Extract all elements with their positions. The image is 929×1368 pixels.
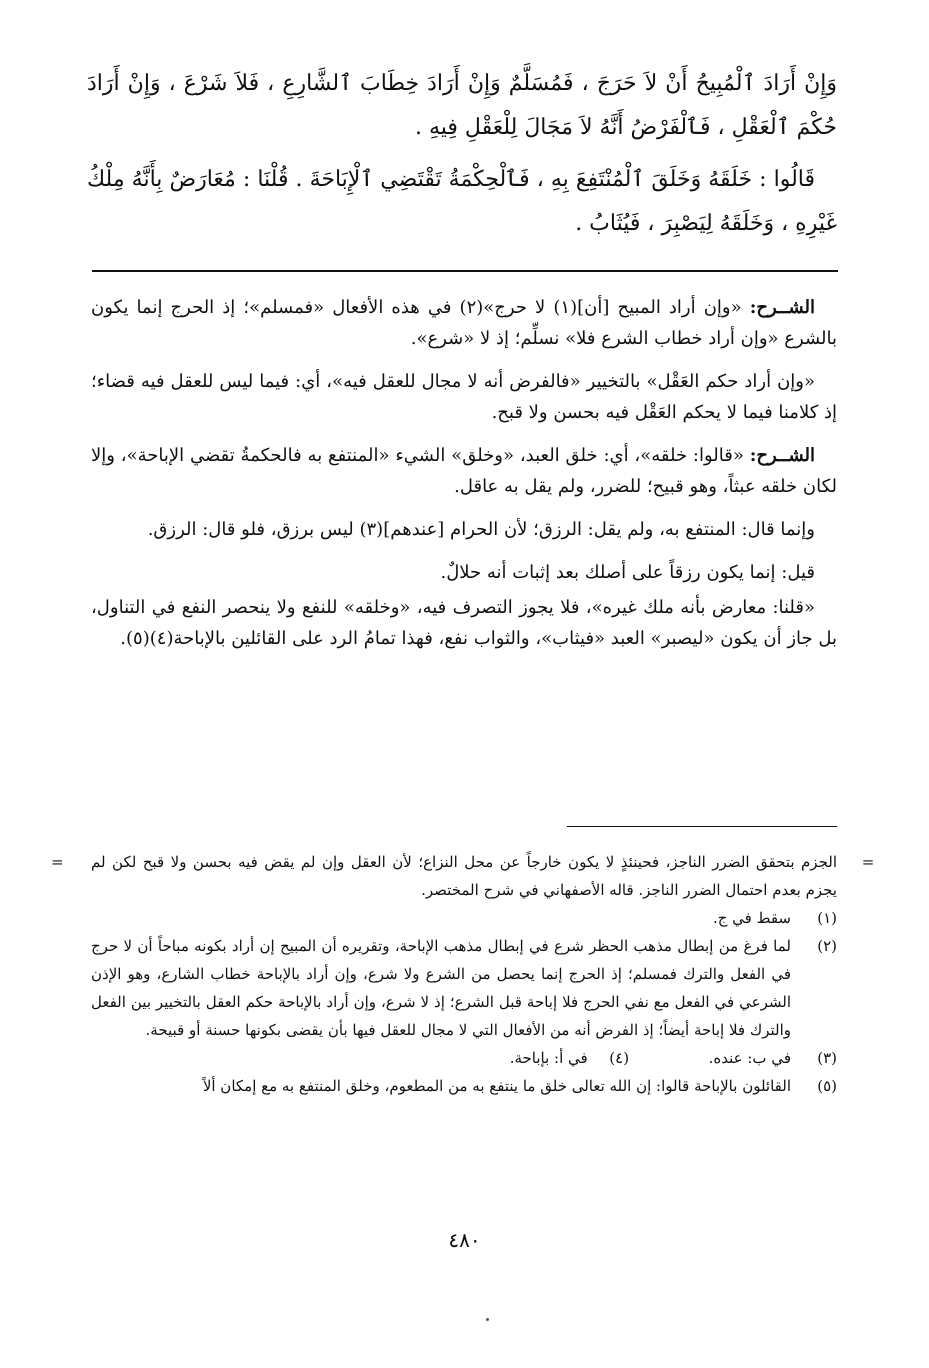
footnote-number: (٣) [817, 1049, 837, 1067]
main-text-paragraph: وَإِنْ أَرَادَ ٱلْمُبِيحُ أَنْ لاَ حَرَجَ ، فَمُسَلَّمٌ وَإِنْ أَرَادَ خِطَابَ ٱلشَّارِعِ ، فَلاَ شَرْعَ ، وَإِنْ أَرَادَ حُكْمَ ٱلْعَقْلِ ، فَٱلْفَرْضُ أَنَّهُ لاَ مَجَالَ لِلْعَقْلِ فِيهِ . [87, 71, 837, 140]
commentary-label: الشــرح: [749, 445, 815, 466]
commentary-paragraph: قيل: إنما يكون رزقاً على أصلك بعد إثبات أنه حلالٌ. [440, 562, 815, 583]
footnote-text: الجزم بتحقق الضرر الناجز، فحينئذٍ لا يكون خارجاً عن محل النزاع؛ لأن العقل وإن لم يقض فيه بحسن ولا قبح لكن لم يجزم بعدم احتمال الضرر الناجز. قاله الأصفهاني في شرح المختصر. [91, 853, 837, 899]
footnote-number: (٢) [817, 937, 837, 955]
footnote-number: (١) [817, 909, 837, 927]
footnotes [51, 848, 875, 1100]
footnote-pair [91, 1044, 791, 1072]
footnote-number: (٥) [817, 1077, 837, 1095]
commentary-paragraph: «قلنا: معارض بأنه ملك غيره»، فلا يجوز التصرف فيه، «وخلقه» للنفع ولا ينحصر النفع في التناول، بل جاز أن يكون «ليصبر» العبد «فيثاب»، والثواب نفع، فهذا تمامُ الرد على القائلين بالإباحة(٤)(٥). [91, 597, 837, 649]
commentary-text: «وإن أراد المبيح [أن](١) لا حرج»(٢) في هذه الأفعال «فمسلم»؛ إذ الحرج إنما يكون بالشرع «وإن أراد خطاب الشرع فلا» نسلِّم؛ إذ لا «شرع». [91, 297, 837, 349]
main-text-paragraph: قَالُوا : خَلَقَهُ وَخَلَقَ ٱلْمُنْتَفِعَ بِهِ ، فَٱلْحِكْمَةُ تَقْتَضِي ٱلْإِبَاحَةَ . قُلْنَا : مُعَارَضٌ بِأَنَّهُ مِلْكُ غَيْرِهِ ، وَخَلَقَهُ لِيَصْبِرَ ، فَيُثَابُ . [87, 167, 837, 236]
footnote-text: في أ: بإباحة. [509, 1049, 588, 1067]
commentary-paragraph: وإنما قال: المنتفع به، ولم يقل: الرزق؛ لأن الحرام [عندهم](٣) ليس برزق، فلو قال: الرزق. [147, 519, 815, 540]
footnote-rule [567, 826, 837, 827]
footnote-text: سقط في ج. [712, 909, 791, 927]
commentary-paragraph [91, 440, 837, 502]
footnote-text: في ب: عنده. [708, 1049, 791, 1067]
continuation-mark: = [861, 853, 875, 871]
footnote-text: لما فرغ من إبطال مذهب الحظر شرع في إبطال مذهب الإباحة، وتقريره أن المبيح إن أراد بكونه مباحاً أن لا حرج في الفعل والترك فمسلم؛ إذ الحرج إنما يحصل من الشرع ولا شرع، وإن أراد بالإباحة خطاب الشارع، وهو الإذن الشرعي في الفعل مع نفي الحرج فلا إباحة قبل الشرع؛ إذ لا شرع، وإن أراد بالإباحة حكم العقل بالتخيير بين الفعل والترك فلا إباحة أيضاً؛ إذ الفرض أنه من الأفعال التي لا مجال للعقل فيها بأن يقضى بكونها حسنة أو قبيحة. [91, 937, 791, 1039]
page-number: ٤٨٠ [448, 1228, 481, 1252]
commentary-paragraph: «وإن أراد حكم العَقْل» بالتخيير «فالفرض أنه لا مجال للعقل فيه»، أي: فيما ليس للعقل فيه قضاء؛ إذ كلامنا فيما لا يحكم العَقْل فيه بحسن ولا قبح. [91, 371, 837, 423]
scan-speck [486, 1318, 489, 1321]
commentary-paragraph [91, 292, 837, 354]
footnote-continuation [91, 848, 875, 904]
commentary [91, 292, 837, 666]
footnote-text: القائلون بالإباحة قالوا: إن الله تعالى خلق ما ينتفع به من المطعوم، وخلق المنتفع به مع إمكان ألاً [202, 1077, 791, 1095]
commentary-label: الشــرح: [749, 297, 815, 318]
footnote [91, 904, 837, 932]
footnote-number: (٤) [609, 1049, 630, 1067]
footnote [91, 1044, 837, 1072]
footnote [91, 932, 837, 1044]
main-text [87, 62, 837, 246]
separator-rule [92, 270, 838, 272]
commentary-text: «قالوا: خلقه»، أي: خلق العبد، «وخلق» الشيء «المنتفع به فالحكمةُ تقضي الإباحة»، وإلا لكان خلقه عبثاً، وهو قبيح؛ للضرر، ولم يقل به عاقل. [91, 445, 837, 497]
continuation-mark: = [51, 853, 64, 871]
